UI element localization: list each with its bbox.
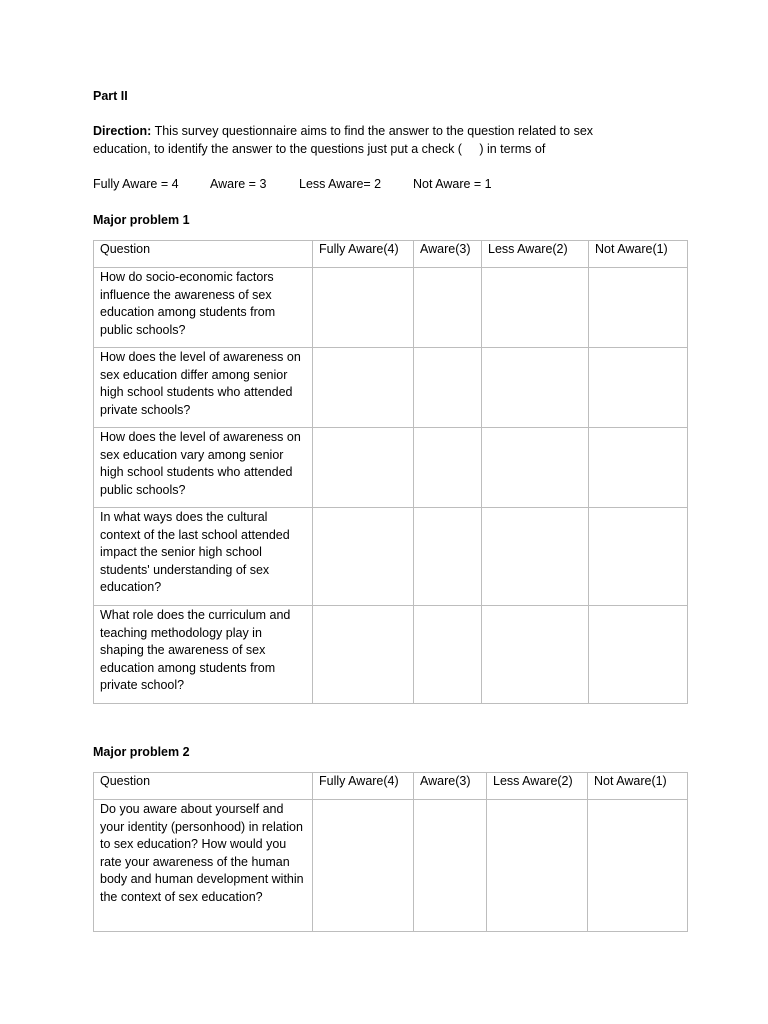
check-cell-less-aware[interactable]: [482, 428, 589, 508]
question-cell: In what ways does the cultural context of the last school attended impact the senior high school students' understanding of sex education?: [94, 508, 313, 606]
check-cell-less-aware[interactable]: [482, 268, 589, 348]
rating-scale: [93, 175, 492, 193]
major-problem-1-heading: Major problem 1: [93, 213, 190, 227]
table-row: [94, 800, 688, 932]
check-cell-aware[interactable]: [414, 268, 482, 348]
check-cell-less-aware[interactable]: [482, 606, 589, 704]
check-cell-not-aware[interactable]: [589, 428, 688, 508]
table-row: [94, 428, 688, 508]
check-cell-not-aware[interactable]: [589, 268, 688, 348]
direction-label: Direction:: [93, 124, 152, 138]
check-cell-fully-aware[interactable]: [313, 606, 414, 704]
scale-aware: Aware = 3: [210, 177, 267, 191]
table-header-row: [94, 773, 688, 800]
check-cell-fully-aware[interactable]: [313, 268, 414, 348]
check-cell-aware[interactable]: [414, 428, 482, 508]
check-cell-less-aware[interactable]: [482, 348, 589, 428]
check-cell-fully-aware[interactable]: [313, 800, 414, 932]
column-header-aware: Aware(3): [414, 241, 482, 268]
column-header-question: Question: [94, 773, 313, 800]
major-problem-2-table: [93, 772, 688, 932]
check-cell-fully-aware[interactable]: [313, 508, 414, 606]
scale-not-aware: Not Aware = 1: [413, 177, 492, 191]
check-cell-less-aware[interactable]: [482, 508, 589, 606]
column-header-aware: Aware(3): [414, 773, 487, 800]
table-header-row: [94, 241, 688, 268]
direction-text: This survey questionnaire aims to find the answer to the question related to sex education, to identify the answer to the questions just put a check ( ) in terms of: [93, 124, 594, 156]
check-cell-aware[interactable]: [414, 508, 482, 606]
column-header-fully-aware: Fully Aware(4): [313, 773, 414, 800]
check-cell-less-aware[interactable]: [487, 800, 588, 932]
check-cell-not-aware[interactable]: [589, 606, 688, 704]
major-problem-1-table: [93, 240, 688, 704]
column-header-less-aware: Less Aware(2): [482, 241, 589, 268]
check-cell-not-aware[interactable]: [589, 508, 688, 606]
part-title: Part II: [93, 89, 128, 103]
question-cell: How does the level of awareness on sex education differ among senior high school students who attended private schools?: [94, 348, 313, 428]
scale-fully-aware: Fully Aware = 4: [93, 177, 179, 191]
check-cell-aware[interactable]: [414, 348, 482, 428]
question-cell: What role does the curriculum and teaching methodology play in shaping the awareness of sex education among students from private school?: [94, 606, 313, 704]
table-row: [94, 606, 688, 704]
column-header-less-aware: Less Aware(2): [487, 773, 588, 800]
table-row: [94, 268, 688, 348]
check-cell-not-aware[interactable]: [589, 348, 688, 428]
check-cell-aware[interactable]: [414, 800, 487, 932]
column-header-not-aware: Not Aware(1): [589, 241, 688, 268]
check-cell-aware[interactable]: [414, 606, 482, 704]
column-header-fully-aware: Fully Aware(4): [313, 241, 414, 268]
check-cell-fully-aware[interactable]: [313, 348, 414, 428]
check-cell-fully-aware[interactable]: [313, 428, 414, 508]
check-cell-not-aware[interactable]: [588, 800, 688, 932]
table-row: [94, 348, 688, 428]
column-header-not-aware: Not Aware(1): [588, 773, 688, 800]
major-problem-2-heading: Major problem 2: [93, 745, 190, 759]
table-row: [94, 508, 688, 606]
direction-paragraph: [93, 122, 653, 158]
scale-less-aware: Less Aware= 2: [299, 177, 382, 191]
column-header-question: Question: [94, 241, 313, 268]
question-cell: Do you aware about yourself and your identity (personhood) in relation to sex education? How would you rate your awareness of the human body and human development within the context of sex education?: [94, 800, 313, 932]
question-cell: How does the level of awareness on sex education vary among senior high school students who attended public schools?: [94, 428, 313, 508]
question-cell: How do socio-economic factors influence the awareness of sex education among students from public schools?: [94, 268, 313, 348]
